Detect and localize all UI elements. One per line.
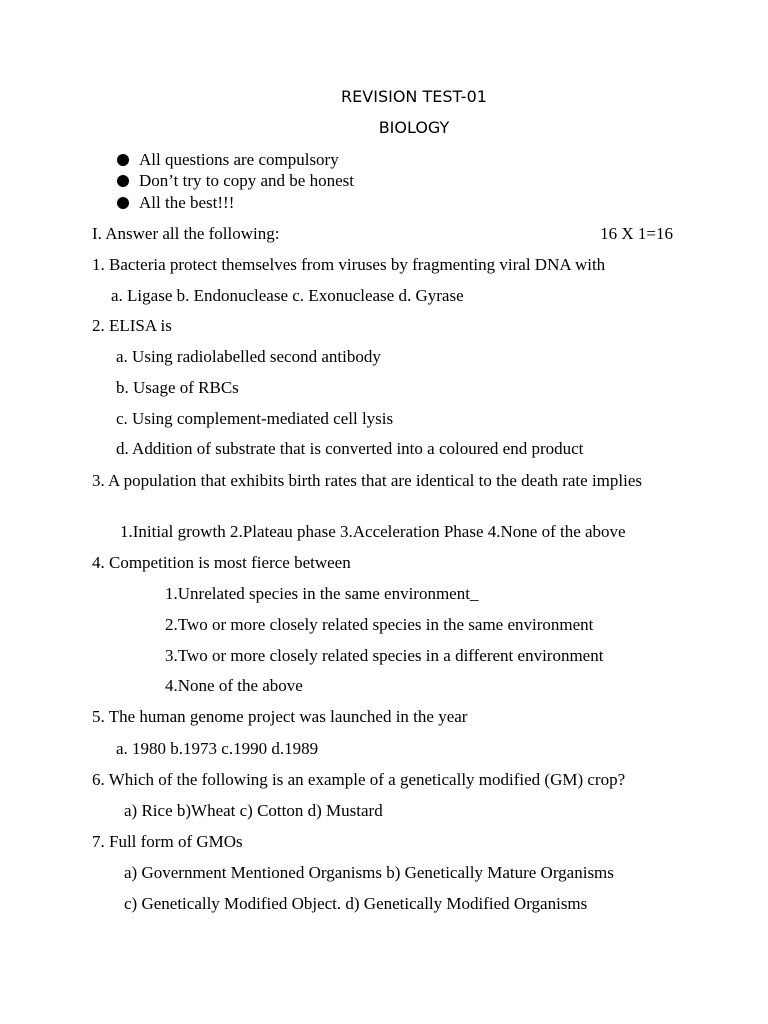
instruction-item: All the best!!! <box>117 193 234 213</box>
section-heading: I. Answer all the following: <box>92 224 280 243</box>
question-4-option-2: 2.Two or more closely related species in the same environment <box>165 615 594 634</box>
question-4-option-3: 3.Two or more closely related species in a different environment <box>165 646 604 665</box>
question-4: 4. Competition is most fierce between <box>92 553 351 572</box>
question-6-options: a) Rice b)Wheat c) Cotton d) Mustard <box>124 801 383 820</box>
question-5: 5. The human genome project was launched in the year <box>92 707 468 726</box>
question-6: 6. Which of the following is an example of a genetically modified (GM) crop? <box>92 770 626 789</box>
question-2-option-c: c. Using complement-mediated cell lysis <box>116 409 394 428</box>
instruction-item: Don’t try to copy and be honest <box>117 171 354 191</box>
question-2-option-d: d. Addition of substrate that is converted into a coloured end product <box>116 439 584 458</box>
question-2-option-b: b. Usage of RBCs <box>116 378 239 397</box>
question-2: 2. ELISA is <box>92 316 172 335</box>
question-4-option-1: 1.Unrelated species in the same environment_ <box>165 584 479 603</box>
bullet-icon <box>117 154 129 166</box>
question-7: 7. Full form of GMOs <box>92 832 243 851</box>
question-7-options-line-2: c) Genetically Modified Object. d) Genetically Modified Organisms <box>124 894 588 913</box>
question-1-options: a. Ligase b. Endonuclease c. Exonuclease d. Gyrase <box>111 286 464 305</box>
bullet-icon <box>117 197 129 209</box>
bullet-icon <box>117 175 129 187</box>
question-3-options: 1.Initial growth 2.Plateau phase 3.Acceleration Phase 4.None of the above <box>120 522 626 541</box>
question-3: 3. A population that exhibits birth rates that are identical to the death rate implies <box>92 471 642 490</box>
question-4-option-4: 4.None of the above <box>165 676 303 695</box>
instruction-item: All questions are compulsory <box>117 150 339 170</box>
section-marks: 16 X 1=16 <box>600 224 673 243</box>
question-2-option-a: a. Using radiolabelled second antibody <box>116 347 381 366</box>
question-5-options: a. 1980 b.1973 c.1990 d.1989 <box>116 739 319 758</box>
question-1: 1. Bacteria protect themselves from viruses by fragmenting viral DNA with <box>92 255 606 274</box>
question-7-options-line-1: a) Government Mentioned Organisms b) Genetically Mature Organisms <box>124 863 614 882</box>
test-title: REVISION TEST-01 <box>341 87 487 106</box>
subject-title: BIOLOGY <box>378 118 450 137</box>
